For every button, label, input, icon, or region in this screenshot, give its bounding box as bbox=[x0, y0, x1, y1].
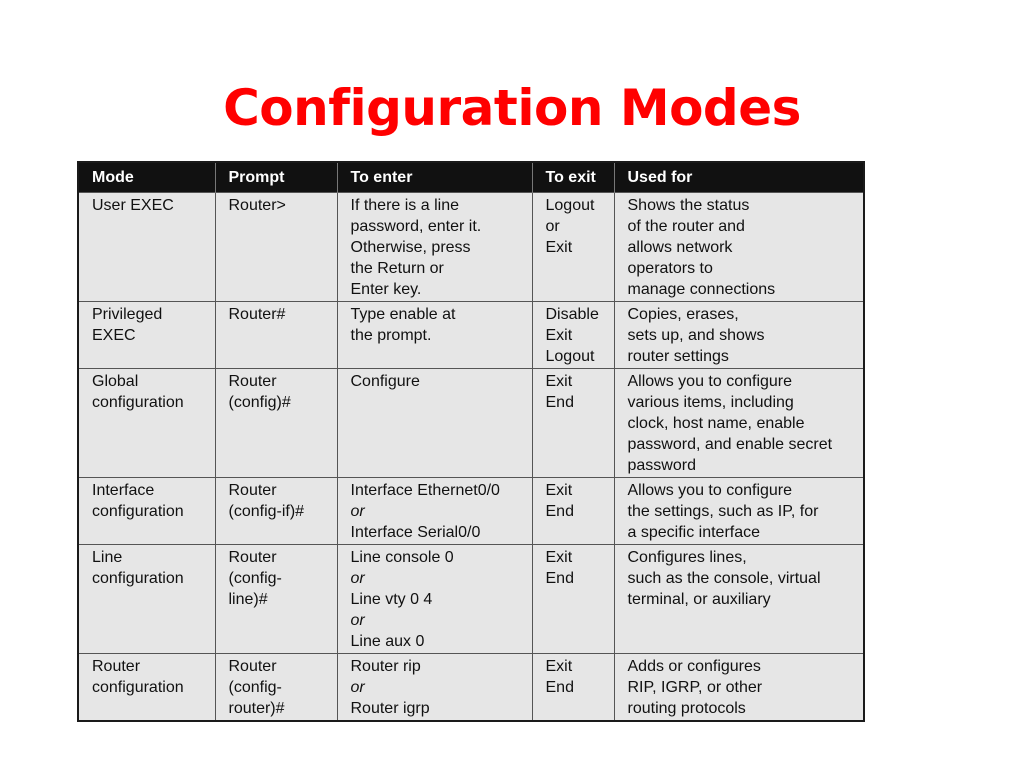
cell-text: End bbox=[545, 679, 574, 696]
to-exit-cell bbox=[532, 478, 614, 545]
cell-text: Exit bbox=[545, 658, 573, 675]
cell-text: Router bbox=[228, 373, 277, 390]
cell-text: Allows you to configure bbox=[627, 482, 793, 499]
cell-text: the prompt. bbox=[350, 327, 432, 344]
used-for-cell bbox=[614, 545, 864, 654]
prompt-cell bbox=[215, 369, 337, 478]
cell-text: Otherwise, press bbox=[350, 239, 471, 256]
to-enter-cell bbox=[337, 369, 532, 478]
cell-text: configuration bbox=[92, 570, 184, 587]
to-enter-cell bbox=[337, 302, 532, 369]
cell-text: Logout bbox=[545, 197, 595, 214]
cell-text: Copies, erases, bbox=[627, 306, 739, 323]
header-to-enter: To enter bbox=[337, 162, 532, 193]
cell-text: various items, including bbox=[627, 394, 794, 411]
cell-text: or bbox=[545, 218, 560, 235]
cell-text: If there is a line bbox=[350, 197, 459, 214]
cell-text: User EXEC bbox=[92, 197, 174, 214]
to-exit-cell bbox=[532, 193, 614, 302]
to-enter-cell bbox=[337, 193, 532, 302]
to-exit-cell bbox=[532, 654, 614, 722]
cell-text: Exit bbox=[545, 549, 573, 566]
cell-text: password, and enable secret bbox=[627, 436, 833, 453]
cell-text: Router igrp bbox=[350, 700, 430, 717]
cell-text: Exit bbox=[545, 239, 573, 256]
mode-cell bbox=[78, 369, 215, 478]
mode-cell bbox=[78, 545, 215, 654]
to-enter-cell bbox=[337, 478, 532, 545]
cell-text: Enter key. bbox=[350, 281, 422, 298]
used-for-cell bbox=[614, 654, 864, 722]
cell-text: or bbox=[350, 570, 365, 587]
cell-text: Privileged bbox=[92, 306, 163, 323]
cell-text: Interface Serial0/0 bbox=[350, 524, 481, 541]
prompt-cell bbox=[215, 654, 337, 722]
cell-text: allows network bbox=[627, 239, 733, 256]
cell-text: Allows you to configure bbox=[627, 373, 793, 390]
used-for-cell bbox=[614, 369, 864, 478]
cell-text: Exit bbox=[545, 373, 573, 390]
cell-text: Router bbox=[228, 658, 277, 675]
cell-text: Logout bbox=[545, 348, 595, 365]
table-row bbox=[78, 369, 864, 478]
to-enter-cell bbox=[337, 545, 532, 654]
cell-text: the Return or bbox=[350, 260, 444, 277]
cell-text: Configure bbox=[350, 373, 420, 390]
to-exit-cell bbox=[532, 369, 614, 478]
cell-text: router)# bbox=[228, 700, 285, 717]
cell-text: a specific interface bbox=[627, 524, 761, 541]
cell-text: password bbox=[627, 457, 696, 474]
cell-text: Line bbox=[92, 549, 123, 566]
prompt-cell bbox=[215, 478, 337, 545]
cell-text: configuration bbox=[92, 503, 184, 520]
cell-text: or bbox=[350, 679, 365, 696]
cell-text: (config- bbox=[228, 679, 282, 696]
cell-text: EXEC bbox=[92, 327, 136, 344]
cell-text: RIP, IGRP, or other bbox=[627, 679, 763, 696]
mode-cell bbox=[78, 193, 215, 302]
to-exit-cell bbox=[532, 302, 614, 369]
header-prompt: Prompt bbox=[215, 162, 337, 193]
table-header-row bbox=[78, 162, 864, 193]
cell-text: End bbox=[545, 503, 574, 520]
cell-text: Router> bbox=[228, 197, 286, 214]
cell-text: Global bbox=[92, 373, 139, 390]
cell-text: End bbox=[545, 570, 574, 587]
cell-text: (config)# bbox=[228, 394, 291, 411]
mode-cell bbox=[78, 654, 215, 722]
cell-text: such as the console, virtual bbox=[627, 570, 821, 587]
cell-text: Router# bbox=[228, 306, 286, 323]
cell-text: router settings bbox=[627, 348, 729, 365]
cell-text: Line vty 0 4 bbox=[350, 591, 433, 608]
table-row bbox=[78, 478, 864, 545]
used-for-cell bbox=[614, 302, 864, 369]
cell-text: Router bbox=[228, 549, 277, 566]
cell-text: operators to bbox=[627, 260, 713, 277]
slide-title: Configuration Modes bbox=[223, 78, 801, 137]
cell-text: Configures lines, bbox=[627, 549, 747, 566]
cell-text: of the router and bbox=[627, 218, 745, 235]
table-body bbox=[78, 193, 864, 722]
cell-text: Shows the status bbox=[627, 197, 750, 214]
table-row bbox=[78, 545, 864, 654]
cell-text: Exit bbox=[545, 482, 573, 499]
table-row bbox=[78, 654, 864, 722]
used-for-cell bbox=[614, 193, 864, 302]
cell-text: configuration bbox=[92, 679, 184, 696]
cell-text: password, enter it. bbox=[350, 218, 482, 235]
cell-text: Router rip bbox=[350, 658, 421, 675]
cell-text: Interface Ethernet0/0 bbox=[350, 482, 500, 499]
table-row bbox=[78, 193, 864, 302]
mode-cell bbox=[78, 478, 215, 545]
header-used-for: Used for bbox=[614, 162, 864, 193]
used-for-cell bbox=[614, 478, 864, 545]
cell-text: End bbox=[545, 394, 574, 411]
cell-text: or bbox=[350, 503, 365, 520]
mode-cell bbox=[78, 302, 215, 369]
cell-text: Disable bbox=[545, 306, 599, 323]
cell-text: line)# bbox=[228, 591, 268, 608]
cell-text: Line aux 0 bbox=[350, 633, 425, 650]
prompt-cell bbox=[215, 545, 337, 654]
prompt-cell bbox=[215, 302, 337, 369]
cell-text: Router bbox=[92, 658, 141, 675]
header-mode: Mode bbox=[78, 162, 215, 193]
cell-text: terminal, or auxiliary bbox=[627, 591, 771, 608]
cell-text: sets up, and shows bbox=[627, 327, 765, 344]
to-exit-cell bbox=[532, 545, 614, 654]
cell-text: clock, host name, enable bbox=[627, 415, 805, 432]
cell-text: Exit bbox=[545, 327, 573, 344]
cell-text: Line console 0 bbox=[350, 549, 454, 566]
cell-text: manage connections bbox=[627, 281, 776, 298]
cell-text: (config- bbox=[228, 570, 282, 587]
cell-text: routing protocols bbox=[627, 700, 746, 717]
cell-text: Router bbox=[228, 482, 277, 499]
cell-text: Type enable at bbox=[350, 306, 456, 323]
prompt-cell bbox=[215, 193, 337, 302]
to-enter-cell bbox=[337, 654, 532, 722]
cell-text: Adds or configures bbox=[627, 658, 761, 675]
table-row bbox=[78, 302, 864, 369]
cell-text: configuration bbox=[92, 394, 184, 411]
cell-text: (config-if)# bbox=[228, 503, 305, 520]
configuration-modes-table bbox=[77, 161, 865, 722]
cell-text: Interface bbox=[92, 482, 155, 499]
cell-text: or bbox=[350, 612, 365, 629]
header-to-exit: To exit bbox=[532, 162, 614, 193]
cell-text: the settings, such as IP, for bbox=[627, 503, 819, 520]
